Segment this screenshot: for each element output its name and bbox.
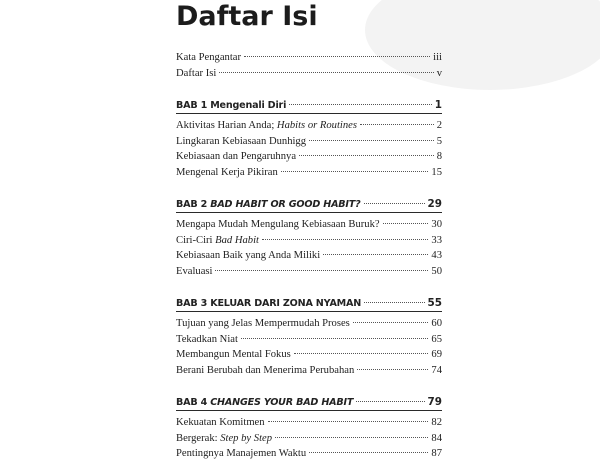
dot-leader [309,140,434,141]
dot-leader [275,437,428,438]
toc-entry-label-italic: Habits or Routines [276,120,357,131]
toc-entry-label [176,66,216,82]
dot-leader [268,421,429,422]
section-spacer [176,378,442,394]
toc-entry[interactable] [176,66,442,82]
dot-leader [353,322,429,323]
dot-leader [299,155,434,156]
toc-entry[interactable] [176,332,442,348]
page-number: 60 [431,318,442,329]
dot-leader [383,223,429,224]
table-of-contents [176,50,442,462]
toc-entry[interactable] [176,446,442,462]
dot-leader [357,369,428,370]
dot-leader [309,452,428,453]
page-number: 1 [434,99,442,111]
toc-entry-label [176,165,278,181]
dot-leader [364,302,424,303]
toc-chapter-label-text: BAB 3 KELUAR DARI ZONA NYAMAN [176,298,362,309]
toc-chapter-label [176,98,286,114]
toc-entry[interactable] [176,431,442,447]
dot-leader [323,254,428,255]
dot-leader [219,72,433,73]
toc-entry-label-text: Ciri-Ciri [176,234,216,246]
page-number: 79 [427,396,442,408]
toc-entry[interactable] [176,118,442,134]
toc-entry-label [176,347,291,363]
toc-entry-label-text: Kebiasaan dan Pengaruhnya [176,151,297,162]
toc-entry-label [176,118,357,134]
toc-entry[interactable] [176,165,442,181]
toc-entry[interactable] [176,233,442,249]
page-number: 69 [431,349,442,360]
toc-entry-label-text: Kata Pengantar [176,52,242,63]
toc-entry-label-text: Pentingnya Manajemen Waktu [176,448,307,459]
toc-chapter-label [176,395,353,411]
toc-entry-label [176,431,272,447]
toc-entry-label-text: Aktivitas Harian Anda; [176,120,277,131]
dot-leader [356,401,424,402]
page-number: 65 [431,333,442,345]
toc-entry[interactable] [176,50,442,66]
toc-chapter[interactable] [176,394,442,410]
toc-entry-label [176,233,259,249]
toc-entry[interactable] [176,363,442,379]
toc-entry-label-text: Kebiasaan Baik yang Anda Miliki [176,250,321,261]
toc-entry[interactable] [176,149,442,165]
page-number: v [436,67,442,79]
toc-chapter[interactable] [176,196,442,212]
toc-entry[interactable] [176,347,442,363]
toc-entry-label-text: Membangun Mental Fokus [176,349,291,360]
dot-leader [281,171,429,172]
page-number: 87 [431,448,442,459]
toc-entry-label [176,363,354,379]
dot-leader [294,353,429,354]
toc-entry-label-text: Tujuan yang Jelas Mempermudah Proses [176,318,350,329]
toc-entry-label [176,149,296,165]
page-number: 5 [436,135,442,147]
dot-leader [241,338,428,339]
page-title: Daftar Isi [176,1,318,32]
page-number: 84 [431,432,442,444]
page-number: 2 [436,120,442,131]
toc-chapter-label-text: BAB 4 [176,397,211,408]
dot-leader [262,239,428,240]
toc-entry-label-italic: Step by Step [220,432,273,444]
toc-entry-label [176,50,241,66]
toc-entry-label-italic: Bad Habit [215,234,259,246]
section-spacer [176,279,442,295]
toc-entry-label [176,248,320,264]
toc-entry[interactable] [176,264,442,280]
toc-chapter-label-italic: BAD HABIT OR GOOD HABIT? [210,199,361,210]
toc-chapter-label-italic: CHANGES YOUR BAD HABIT [210,397,354,408]
toc-entry-label [176,446,306,462]
toc-entry-label-text: Bergerak: [176,432,221,444]
toc-chapter-label-text: BAB 2 [176,199,211,210]
dot-leader [244,56,430,57]
toc-entry[interactable] [176,248,442,264]
toc-entry-label-text: Lingkaran Kebiasaan Dunhigg [176,135,307,147]
toc-entry-label-text: Evaluasi [176,265,213,277]
page-number: 15 [431,166,442,178]
toc-entry[interactable] [176,134,442,150]
dot-leader [360,124,434,125]
toc-entry-label [176,134,306,150]
page-number: 30 [431,219,442,230]
page-number: 82 [431,417,442,428]
page-number: 50 [431,265,442,277]
page-number: iii [433,52,442,63]
toc-entry-label [176,415,265,431]
toc-chapter-label-text: BAB 1 Mengenali Diri [176,100,287,111]
toc-entry[interactable] [176,415,442,431]
toc-entry-label [176,264,212,280]
section-spacer [176,180,442,196]
page-number: 43 [431,250,442,261]
toc-entry-label-text: Mengapa Mudah Mengulang Kebiasaan Buruk? [176,219,380,230]
dot-leader [215,270,428,271]
toc-entry[interactable] [176,217,442,233]
page-number: 8 [436,151,442,162]
toc-entry-label [176,332,238,348]
dot-leader [289,104,432,105]
toc-entry[interactable] [176,316,442,332]
page-number: 74 [431,364,442,376]
toc-entry-label-text: Kekuatan Komitmen [176,417,265,428]
toc-chapter-label [176,296,361,312]
toc-entry-label [176,316,350,332]
toc-chapter[interactable] [176,295,442,311]
toc-entry-label-text: Daftar Isi [176,67,217,79]
page-number: 55 [427,297,442,309]
toc-entry-label-text: Tekadkan Niat [176,333,238,345]
dot-leader [364,203,425,204]
toc-entry-label-text: Berani Berubah dan Menerima Perubahan [176,364,355,376]
page-number: 29 [427,198,442,210]
toc-entry-label-text: Mengenal Kerja Pikiran [176,166,278,178]
toc-chapter-label [176,197,361,213]
section-spacer [176,81,442,97]
toc-entry-label [176,217,380,233]
toc-chapter[interactable] [176,97,442,113]
page-number: 33 [431,234,442,246]
